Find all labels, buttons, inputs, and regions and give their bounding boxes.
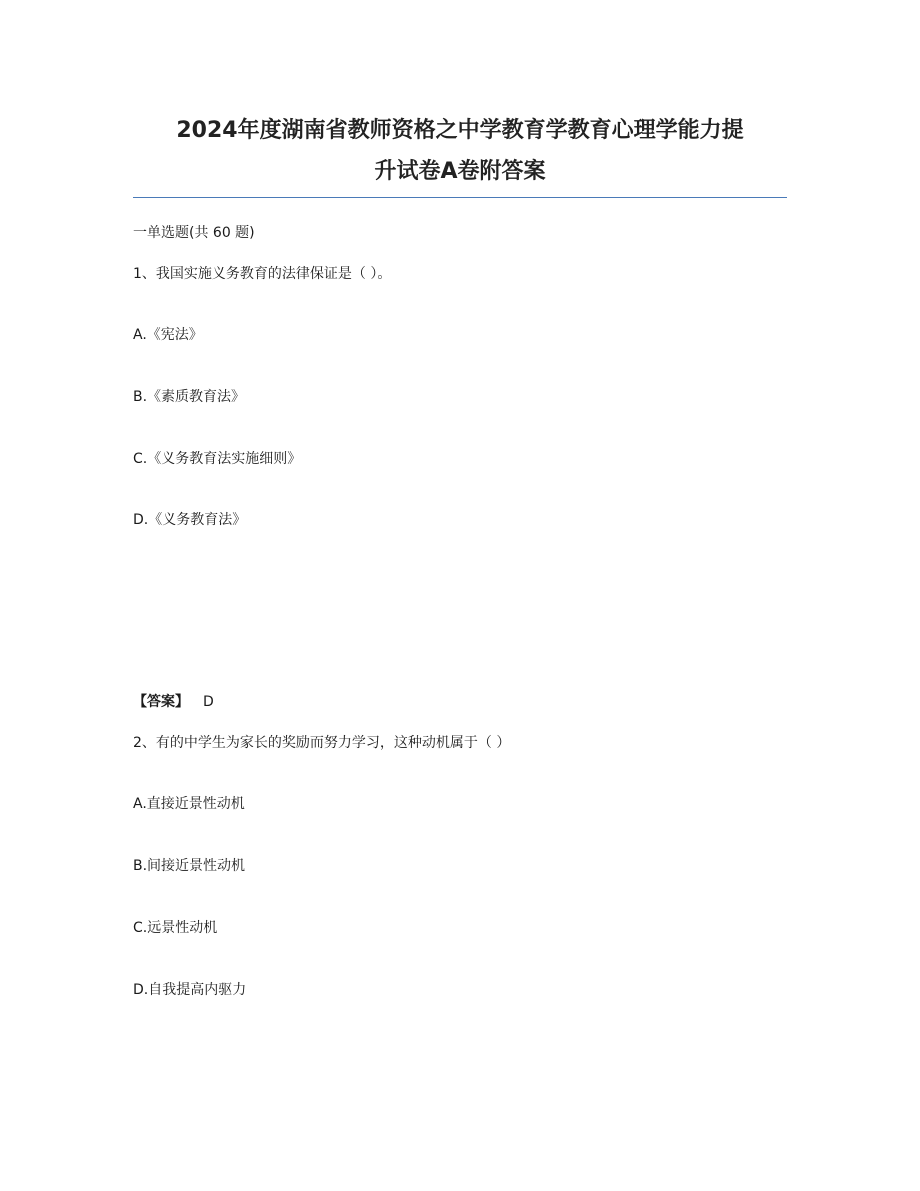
question-2-stem: 2、有的中学生为家长的奖励而努力学习，这种动机属于（ ）	[133, 735, 511, 751]
answer-label: 【答案】	[133, 694, 189, 710]
section-heading: 一单选题(共 60 题)	[133, 225, 255, 241]
document-title-line-2: 升试卷A卷附答案	[374, 159, 546, 184]
question-2-option-a[interactable]: A.直接近景性动机	[133, 796, 245, 812]
question-2-option-b[interactable]: B.间接近景性动机	[133, 858, 246, 874]
question-1-option-a[interactable]: A.《宪法》	[133, 327, 203, 343]
document-title-line-1: 2024年度湖南省教师资格之中学教育学教育心理学能力提	[176, 118, 744, 143]
question-1-option-c[interactable]: C.《义务教育法实施细则》	[133, 451, 302, 467]
question-1-answer	[133, 692, 214, 712]
answer-value: D	[203, 694, 214, 710]
question-1-option-d[interactable]: D.《义务教育法》	[133, 512, 247, 528]
question-1-option-b[interactable]: B.《素质教育法》	[133, 389, 246, 405]
question-2-option-c[interactable]: C.远景性动机	[133, 920, 218, 936]
title-underline	[133, 197, 787, 198]
question-1-stem: 1、我国实施义务教育的法律保证是（ ）。	[133, 266, 392, 282]
question-2-option-d[interactable]: D.自我提高内驱力	[133, 982, 247, 998]
